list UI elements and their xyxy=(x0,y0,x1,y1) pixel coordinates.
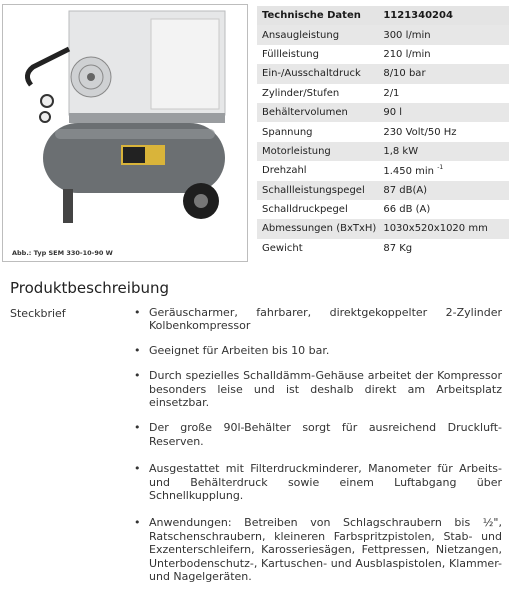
spec-value xyxy=(376,181,509,200)
spec-label: Motorleistung xyxy=(257,142,376,161)
spec-row xyxy=(257,239,509,258)
feature-list-item xyxy=(132,344,502,357)
spec-value xyxy=(376,25,509,44)
bullet-dot: • xyxy=(134,516,141,530)
feature-list-item xyxy=(132,421,502,448)
spec-table xyxy=(257,6,509,258)
spec-value-text: 1,8 kW xyxy=(383,145,419,157)
spec-label: Behältervolumen xyxy=(257,103,376,122)
spec-value-text: 87 dB(A) xyxy=(383,184,428,196)
spec-value xyxy=(376,84,509,103)
spec-label: Schallleistungspegel xyxy=(257,181,376,200)
spec-row xyxy=(257,219,509,238)
spec-value-text: 8/10 bar xyxy=(383,68,426,80)
feature-list-item xyxy=(132,516,502,583)
spec-value xyxy=(376,122,509,141)
spec-value-text: 87 Kg xyxy=(383,242,413,254)
section-title: Produktbeschreibung xyxy=(10,279,170,297)
bullet-dot: • xyxy=(134,421,141,435)
image-caption: Abb.: Typ SEM 330-10-90 W xyxy=(12,249,113,257)
spec-value-text: 90 l xyxy=(383,107,403,119)
feature-text: Geräuscharmer, fahrbarer, direktgekoppelter 2-Zylinder Kolbenkompressor xyxy=(149,306,502,333)
spec-value xyxy=(376,219,509,238)
feature-text: Anwendungen: Betreiben von Schlagschraubern bis ½", Ratschenschraubern, kleineren Farbspritzpistolen, Stab- und Exzenterschleifern, Karosseriesägen, Fettpressen, Nietzangen, Unterbodenschutz-, Kartuschen- und Ausblaspistolen, Klammer- und Nagelgeräten. xyxy=(149,516,502,584)
spec-row xyxy=(257,103,509,122)
spec-row xyxy=(257,122,509,141)
spec-value-text: 2/1 xyxy=(383,87,400,99)
spec-row xyxy=(257,45,509,64)
spec-value-text: 66 dB (A) xyxy=(383,204,431,216)
bullet-dot: • xyxy=(134,462,141,476)
spec-value-text: 300 l/min xyxy=(383,29,431,41)
spec-label: Gewicht xyxy=(257,239,376,258)
spec-value xyxy=(376,142,509,161)
feature-text: Ausgestattet mit Filterdruckminderer, Manometer für Arbeits- und Behälterdruck sowie einem Luftabgang über Schnellkupplung. xyxy=(149,462,502,503)
spec-value-text: 1030x520x1020 mm xyxy=(383,223,488,235)
spec-header-label: Technische Daten xyxy=(257,6,376,25)
spec-label: Drehzahl xyxy=(257,161,376,180)
spec-row xyxy=(257,64,509,83)
spec-label: Zylinder/Stufen xyxy=(257,84,376,103)
spec-value xyxy=(376,239,509,258)
spec-row xyxy=(257,181,509,200)
spec-label: Ein-/Ausschaltdruck xyxy=(257,64,376,83)
spec-value xyxy=(376,103,509,122)
spec-value xyxy=(376,161,509,180)
feature-list-item xyxy=(132,462,502,502)
spec-value-text: 210 l/min xyxy=(383,48,431,60)
handle xyxy=(27,49,69,85)
spec-value-superscript: -1 xyxy=(437,164,444,172)
bullet-dot: • xyxy=(134,369,141,383)
feature-list-item xyxy=(132,369,502,409)
spec-value-text: 230 Volt/50 Hz xyxy=(383,126,457,138)
bullet-dot: • xyxy=(134,343,141,357)
spec-label: Schalldruckpegel xyxy=(257,200,376,219)
spec-value xyxy=(376,200,509,219)
section-label: Steckbrief xyxy=(10,307,66,320)
product-image xyxy=(2,4,248,262)
spec-row xyxy=(257,25,509,44)
spec-row xyxy=(257,142,509,161)
spec-row xyxy=(257,84,509,103)
feature-list-item xyxy=(132,306,502,333)
feature-text: Geeignet für Arbeiten bis 10 bar. xyxy=(149,343,330,357)
feature-text: Der große 90l-Behälter sorgt für ausreichend Druckluft-Reserven. xyxy=(149,421,502,448)
compressor-illustration xyxy=(3,5,247,261)
spec-label: Spannung xyxy=(257,122,376,141)
spec-value-text: 1.450 min xyxy=(383,166,434,178)
feature-text: Durch spezielles Schalldämm-Gehäuse arbeitet der Kompressor besonders leise und ist deshalb direkt am Arbeitsplatz einsetzbar. xyxy=(149,369,502,410)
spec-header-value: 1121340204 xyxy=(376,6,509,25)
spec-label: Abmessungen (BxTxH) xyxy=(257,219,376,238)
spec-label: Ansaugleistung xyxy=(257,25,376,44)
tank-foot xyxy=(63,189,73,223)
spec-row xyxy=(257,161,509,180)
spec-value xyxy=(376,64,509,83)
feature-list xyxy=(132,306,502,584)
bullet-dot: • xyxy=(134,306,141,319)
spec-row xyxy=(257,200,509,219)
spec-value xyxy=(376,45,509,64)
pressure-gauge xyxy=(41,95,53,107)
spec-table-header xyxy=(257,6,509,25)
spec-label: Füllleistung xyxy=(257,45,376,64)
